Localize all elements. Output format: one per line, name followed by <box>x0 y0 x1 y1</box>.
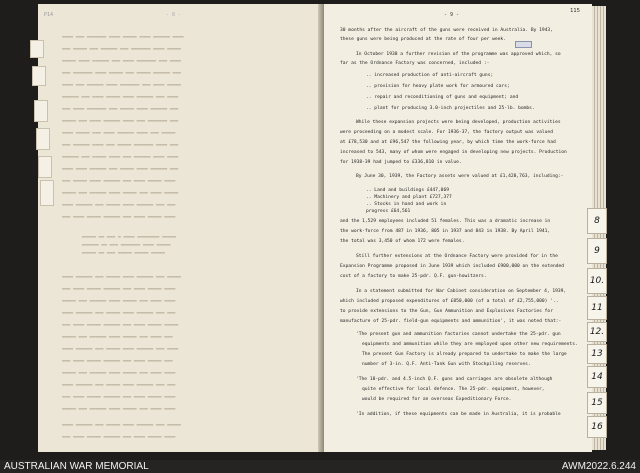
text-line: which included proposed expenditures of £850,000 (of a total of £2,755,000) '.. <box>340 299 559 304</box>
text-line: In October 1938 a further revision of the programme was approved which, so <box>356 52 561 57</box>
right-page <box>324 4 592 452</box>
text-line: .. increased production of anti-aircraft guns; <box>366 73 494 78</box>
text-line: 30 months after the aircraft of the guns were received in Australia. By 1943, <box>340 28 553 33</box>
footer-bar <box>0 460 640 473</box>
left-tab <box>36 128 50 150</box>
right-folio: 115 <box>570 8 580 14</box>
text-line: By June 30, 1939, the Factory assets were valued at £1,428,763, including:- <box>356 174 564 179</box>
text-line: far as the Ordnance Factory was concerned, included :- <box>340 61 490 66</box>
text-line: In a statement submitted for War Cabinet consideration on September 4, 1939, <box>356 289 567 294</box>
text-line: for 1938-39 had jumped to £336,810 in value. <box>340 160 462 165</box>
index-tab[interactable]: 11 <box>587 296 607 320</box>
text-line: 'The present gun and ammunition factories cannot undertake the 25-pdr. gun <box>356 332 561 337</box>
text-line: While these expansion projects were being developed, production activities <box>356 120 561 125</box>
text-line: at £78,530 and at £96,547 the following year, by which time the work-force had <box>340 140 556 145</box>
text-line: .. Stocks in hand and work in <box>366 202 447 207</box>
text-line: cost of a factory to make 25-pdr. Q.F. gun-howitzers. <box>340 274 487 279</box>
left-page-number: - 8 - <box>166 12 182 18</box>
text-line: 'The 18-pdr. and 4.5-inch Q.F. guns and carriages are obsolete although <box>356 377 553 382</box>
text-line: these guns were being produced at the rate of four per week. <box>340 37 506 42</box>
text-line: 'In addition, if these equipments can be made in Australia, it is probable <box>356 412 561 417</box>
text-line: number of 3-in. Q.F. Anti-Tank Gun with Stockpiling reserves. <box>362 362 531 367</box>
left-tab <box>38 156 52 178</box>
footer-accession-number: AWM2022.6.244 <box>561 461 636 472</box>
text-line: The present Gun Factory is already prepared to undertake to make the large <box>362 352 567 357</box>
text-line: progress £64,561 <box>366 209 411 214</box>
text-line: manufacture of 25-pdr. field-gun equipments and ammunition', it was noted that:- <box>340 319 562 324</box>
index-tab[interactable]: 8 <box>587 208 607 234</box>
left-tab <box>40 180 54 206</box>
left-tab <box>30 40 44 58</box>
left-folio: P14 <box>44 12 54 18</box>
blue-stamp <box>515 41 532 48</box>
index-tab[interactable]: 10. <box>587 268 607 294</box>
text-line: increased to 543, many of whom were engaged in developing new projects. Production <box>340 150 567 155</box>
text-line: Expansion Programme proposed in June 1939 which included £900,000 on the extended <box>340 264 565 269</box>
text-line: .. Land and buildings £447,069 <box>366 188 449 193</box>
text-line: .. Machinery and plant £727,377 <box>366 195 452 200</box>
footer-credit: AUSTRALIAN WAR MEMORIAL <box>4 461 149 472</box>
index-tab[interactable]: 13 <box>587 344 607 364</box>
index-tab[interactable]: 16 <box>587 416 607 438</box>
text-line: to provide extensions to the Gun, Gun Ammunition and Explosives Factories for <box>340 309 553 314</box>
left-tab <box>32 66 46 86</box>
text-line: and the 1,529 employees included 51 females. This was a dramatic increase in <box>340 219 551 224</box>
text-line: .. plant for producing 3.0-inch projectiles and 25-lb. bombs. <box>366 106 535 111</box>
index-tab[interactable]: 9 <box>587 238 607 264</box>
text-line: .. provision for heavy plate work for armoured cars; <box>366 84 510 89</box>
left-tab <box>34 100 48 122</box>
text-line: the work-force from 487 in 1936, 805 in 1937 and 843 in 1938. By April 1941, <box>340 229 551 234</box>
index-tab[interactable]: 12. <box>587 322 607 342</box>
text-line: the total was 3,450 of whom 172 were females. <box>340 239 465 244</box>
text-line: would be required for an overseas Expeditionary Force. <box>362 397 512 402</box>
text-line: equipments and ammunition while they are employed upon other new requirements. <box>362 342 578 347</box>
text-line: quite effective for local defence. The 25-pdr. equipment, however, <box>362 387 545 392</box>
text-line: were proceeding on a modest scale. For 1936-37, the factory output was valued <box>340 130 553 135</box>
text-line: Still further extensions at the Ordnance Factory were provided for in the <box>356 254 558 259</box>
text-line: .. repair and reconditioning of guns and equipment; and <box>366 95 519 100</box>
index-tab[interactable]: 15 <box>587 392 607 414</box>
right-page-number: - 9 - <box>444 12 460 18</box>
index-tab[interactable]: 14 <box>587 366 607 388</box>
